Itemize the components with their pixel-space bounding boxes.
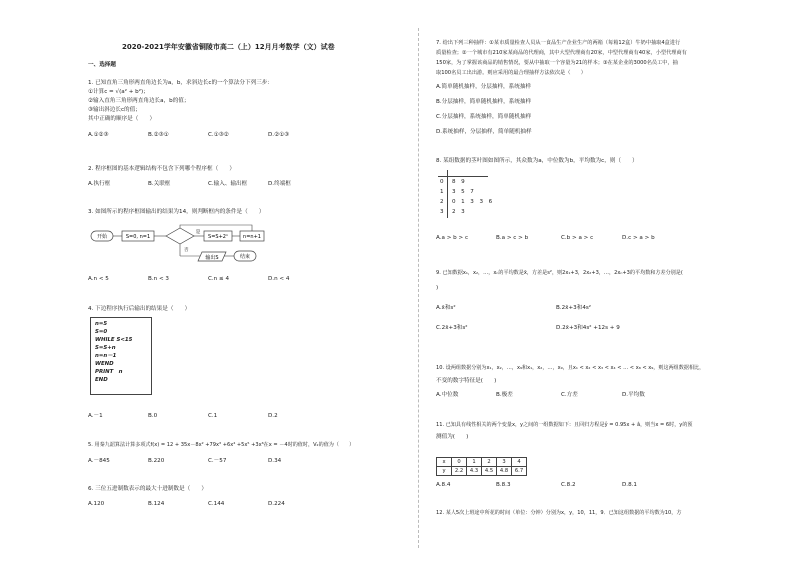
q1-stem: 1. 已知直角三角形两直角边长为a，b，求斜边长c的一个算法分下列三步： <box>88 80 273 86</box>
q1-step1: ①计算c = √(a² + b²)； <box>88 89 149 95</box>
q2-option-b[interactable]: B.关联框 <box>148 181 171 187</box>
flow-body-label: S=S+2ⁿ <box>208 234 228 240</box>
q11-data-table <box>436 457 527 476</box>
leaf-values: 8 9 <box>452 179 465 185</box>
q9-option-b[interactable]: B.2x̄+3和4s² <box>556 305 592 311</box>
q3-stem: 3. 如图所示的程序框图输出的结果为14，则判断框内的条件是（ ） <box>88 209 265 215</box>
q9-option-a[interactable]: A.x̄和s² <box>436 305 456 311</box>
q11-option-b[interactable]: B.8.3 <box>496 482 511 488</box>
section-heading: 一、选择题 <box>88 62 116 68</box>
flow-init-label: S=0, n=1 <box>125 234 151 240</box>
code-line: PRINT n <box>95 369 123 375</box>
plot-stem-rule <box>447 170 448 218</box>
q7-option-d[interactable]: D.系统抽样，分层抽样，简单随机抽样 <box>436 129 532 135</box>
flow-loop-arrow <box>180 225 252 231</box>
leaf-values: 2 3 <box>452 209 465 215</box>
q10-option-a[interactable]: A.中位数 <box>436 392 459 398</box>
table-cell: 6.7 <box>512 467 527 476</box>
stem-value: 1 <box>440 189 444 195</box>
q3-option-b[interactable]: B.n < 3 <box>148 276 169 282</box>
q6-option-c[interactable]: C.144 <box>208 501 225 507</box>
q1-option-c[interactable]: C.①③② <box>208 132 229 138</box>
q8-option-a[interactable]: A.a > b > c <box>436 235 469 241</box>
table-cell: 4.3 <box>467 467 482 476</box>
q2-option-d[interactable]: D.终端框 <box>268 181 291 187</box>
code-line: WHILE S<15 <box>95 337 133 343</box>
flow-no-label: 否 <box>184 248 189 253</box>
q10-line1: 10. 设两组数据分别为x₁，x₂，…，x₉和x₁，x₂，…，x₉，且x₁ < x₂ < x₃ < x₄ < … < x₈ < x₉，则这两组数据相比， <box>436 365 705 371</box>
q11-option-d[interactable]: D.8.1 <box>622 482 637 488</box>
q1-option-d[interactable]: D.②①③ <box>268 132 290 138</box>
flow-increment-label: n=n+1 <box>243 234 261 240</box>
stem-value: 2 <box>440 199 444 205</box>
table-cell: 3 <box>497 458 512 467</box>
q11-option-c[interactable]: C.8.2 <box>561 482 576 488</box>
table-cell: 4.5 <box>482 467 497 476</box>
q11-option-a[interactable]: A.8.4 <box>436 482 451 488</box>
q9-option-d[interactable]: D.2x̄+3和4s² +12s + 9 <box>556 325 620 331</box>
q6-option-a[interactable]: A.120 <box>88 501 105 507</box>
leaf-values: 0 1 3 3 6 <box>452 199 493 205</box>
flow-output-label: 输出S <box>205 255 219 261</box>
flow-yes-label: 是 <box>195 230 201 235</box>
code-line: END <box>95 377 108 383</box>
flow-end-label: 结束 <box>239 254 251 260</box>
q7-line4: 取100名员工出出游。则应采用的最合理抽样方法依次是（ ） <box>436 70 586 76</box>
q5-option-a[interactable]: A.－845 <box>88 458 110 464</box>
q5-option-d[interactable]: D.34 <box>268 458 282 464</box>
q1-step3: ③输出斜边长c的值； <box>88 107 141 113</box>
table-row <box>437 458 527 467</box>
q7-option-a[interactable]: A.简单随机抽样，分层抽样，系统抽样 <box>436 84 532 90</box>
table-cell: 0 <box>452 458 467 467</box>
plot-top-rule <box>438 176 488 177</box>
stem-value: 0 <box>440 179 444 185</box>
code-line: n=n－1 <box>95 353 117 359</box>
q8-option-b[interactable]: B.a > c > b <box>496 235 529 241</box>
q3-option-a[interactable]: A.n < 5 <box>88 276 109 282</box>
q4-option-d[interactable]: D.2 <box>268 413 278 419</box>
stem-value: 3 <box>440 209 444 215</box>
q1-option-a[interactable]: A.①②③ <box>88 132 109 138</box>
q4-code-box <box>90 317 152 395</box>
q5-option-b[interactable]: B.220 <box>148 458 165 464</box>
table-cell: 4.8 <box>497 467 512 476</box>
q7-option-c[interactable]: C.分层抽样，系统抽样，简单随机抽样 <box>436 114 532 120</box>
q10-line2: 不变的数字特征是( ) <box>436 378 497 384</box>
q5-option-c[interactable]: C.－57 <box>208 458 227 464</box>
q4-option-c[interactable]: C.1 <box>208 413 218 419</box>
q10-option-d[interactable]: D.平均数 <box>622 392 645 398</box>
code-line: S=S+n <box>95 345 116 351</box>
q10-option-b[interactable]: B.极差 <box>496 392 513 398</box>
q8-stem: 8. 某组数据的茎叶图如图所示，其众数为a，中位数为b，平均数为c，则（ ） <box>436 158 638 164</box>
leaf-values: 3 5 7 <box>452 189 474 195</box>
q8-option-d[interactable]: D.c > a > b <box>622 235 655 241</box>
q4-stem: 4. 下边程序执行后输出的结果是（ ） <box>88 306 191 312</box>
q1-step2: ②输入直角三角形两直角边长a，b的值； <box>88 98 190 104</box>
q5-stem: 5. 用秦九韶算法计算多项式f(x) = 12 + 35x－8x² +79x³ +6x⁴ +5x⁵ +3x⁶在x = －4时的值时，V₂的值为（ ） <box>88 442 355 448</box>
q11-line1: 11. 已知具有线性相关的两个变量x，y之间的一组数据如下：且回归方程是ŷ = 0.95x + â，则当x = 6时，y的预 <box>436 422 693 428</box>
table-cell: 2.2 <box>452 467 467 476</box>
q7-line2: 质量检查；②一个城市有210家某商品的代理商，其中大型代理商有20家，中型代理商有40家，小型代理商有 <box>436 50 687 56</box>
q6-option-b[interactable]: B.124 <box>148 501 165 507</box>
q3-flowchart <box>90 222 280 264</box>
q9-option-c[interactable]: C.2x̄+3和s² <box>436 325 468 331</box>
q7-line3: 150家，为了掌握该商品的销售情况，要从中抽取一个容量为21的样本；③在某企业的3000名员工中，抽 <box>436 60 678 66</box>
q9-stem: 9. 已知数据x₁，x₂，…，xₙ的平均数是x̄，方差是s²，则2x₁+3，2x₂+3，…，2xₙ+3的平均数和方差分别是( <box>436 270 683 276</box>
q4-option-b[interactable]: B.0 <box>148 413 158 419</box>
flow-condition-node <box>166 228 194 244</box>
table-cell: 2 <box>482 458 497 467</box>
q6-option-d[interactable]: D.224 <box>268 501 285 507</box>
table-row <box>437 467 527 476</box>
q7-option-b[interactable]: B.分层抽样，简单随机抽样，系统抽样 <box>436 99 532 105</box>
flow-start-label: 开始 <box>96 234 108 240</box>
q4-option-a[interactable]: A.－1 <box>88 413 103 419</box>
q2-option-c[interactable]: C.输入、输出框 <box>208 181 248 187</box>
q11-line2: 测值为( ) <box>436 434 469 440</box>
q3-option-c[interactable]: C.n ≤ 4 <box>208 276 230 282</box>
table-header-cell: y <box>437 467 452 476</box>
code-line: n=5 <box>95 321 108 327</box>
code-line: WEND <box>95 361 114 367</box>
q3-option-d[interactable]: D.n < 4 <box>268 276 290 282</box>
q1-question: 其中正确的顺序是（ ） <box>88 116 156 122</box>
q10-option-c[interactable]: C.方差 <box>561 392 578 398</box>
q6-stem: 6. 三位五进制数表示的最大十进制数是（ ） <box>88 486 207 492</box>
column-divider <box>418 28 419 548</box>
q8-option-c[interactable]: C.b > a > c <box>561 235 594 241</box>
table-cell: 4 <box>512 458 527 467</box>
q9-close: ) <box>436 285 439 291</box>
doc-title: 2020-2021学年安徽省铜陵市高二（上）12月月考数学（文）试卷 <box>122 43 335 51</box>
q2-option-a[interactable]: A.执行框 <box>88 181 111 187</box>
code-line: S=0 <box>95 329 108 335</box>
q7-line1: 7. 给出下列三种抽样：①某市质量检查人员从一食品生产企业生产的两箱（每箱12盒）牛奶中抽取4盒进行 <box>436 40 681 46</box>
table-cell: 1 <box>467 458 482 467</box>
table-header-cell: x <box>437 458 452 467</box>
q12-line1: 12. 某人5次上班途中所花的时间（单位：分钟）分别为x，y，10，11，9．已知这组数据的平均数为10，方 <box>436 510 682 516</box>
q2-stem: 2. 程序框图的基本逻辑结构不包含下列哪个程序框（ ） <box>88 166 235 172</box>
q1-option-b[interactable]: B.②③① <box>148 132 169 138</box>
